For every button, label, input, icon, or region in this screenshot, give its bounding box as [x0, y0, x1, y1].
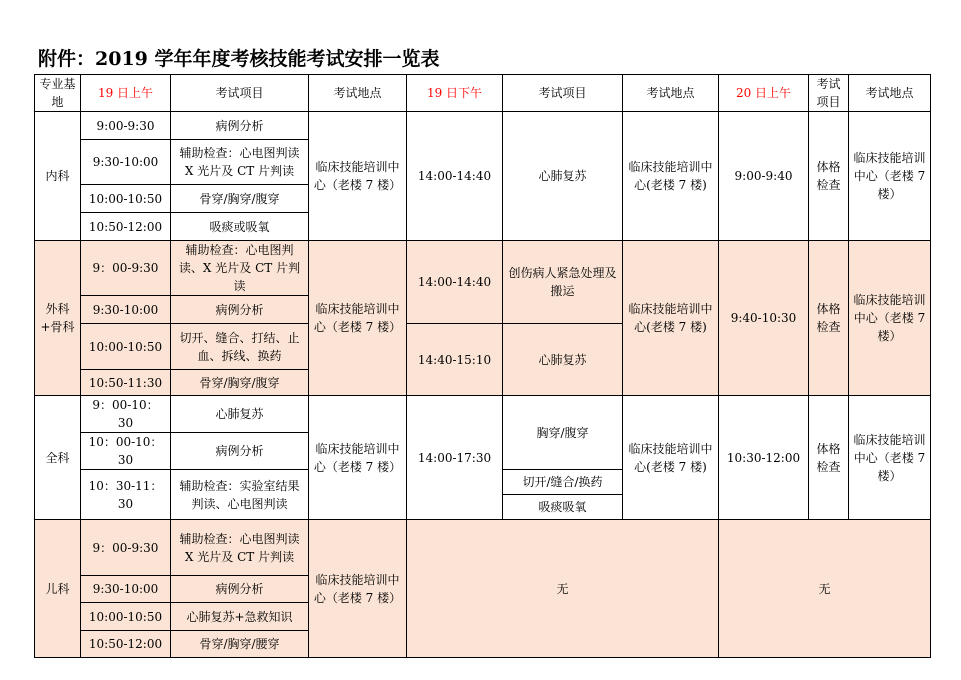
header-location-1: 考试地点 — [309, 75, 407, 112]
header-project-1: 考试项目 — [171, 75, 309, 112]
location-cell: 临床技能培训中心（老楼 7 楼） — [309, 241, 407, 396]
dept-neike: 内科 — [35, 112, 81, 241]
item-cell: 病例分析 — [171, 576, 309, 603]
d20-item-cell: 体格检查 — [809, 396, 849, 520]
time-cell: 10:50-12:00 — [81, 631, 171, 658]
item-cell: 骨穿/胸穿/腰穿 — [171, 631, 309, 658]
dept-quanke: 全科 — [35, 396, 81, 520]
table-row — [35, 520, 931, 576]
pm-item-split: 切开/缝合/换药 — [503, 470, 622, 495]
item-cell: 病例分析 — [171, 296, 309, 324]
time-cell: 10：30-11：30 — [81, 470, 171, 520]
d20-item-cell: 体格检查 — [809, 112, 849, 241]
pm-item-cell: 心肺复苏 — [503, 112, 623, 241]
item-cell: 心肺复苏 — [171, 396, 309, 433]
pm-time-cell: 14:00-14:40 — [407, 112, 503, 241]
header-location-3: 考试地点 — [849, 75, 931, 112]
pm-time-cell: 14:00-17:30 — [407, 396, 503, 520]
time-cell: 10:00-10:50 — [81, 185, 171, 213]
time-cell: 9:00-9:30 — [81, 112, 171, 140]
pm-time-cell: 14:40-15:10 — [407, 324, 503, 396]
time-cell: 9:30-10:00 — [81, 296, 171, 324]
dept-erke: 儿科 — [35, 520, 81, 658]
document-title: 附件：2019 学年年度考核技能考试安排一览表 — [38, 48, 440, 70]
item-cell: 骨穿/胸穿/腹穿 — [171, 185, 309, 213]
header-project-3: 考试项目 — [809, 75, 849, 112]
pm-item-split: 吸痰吸氧 — [538, 500, 587, 514]
item-cell: 辅助检查：心电图判读 X 光片及 CT 片判读 — [171, 140, 309, 185]
time-cell: 9:30-10:00 — [81, 140, 171, 185]
header-dept: 专业基地 — [35, 75, 81, 112]
d20-location-cell: 临床技能培训中心（老楼 7 楼） — [849, 241, 931, 396]
d20-none-cell: 无 — [719, 520, 931, 658]
pm-location-cell: 临床技能培训中心(老楼 7 楼) — [623, 112, 719, 241]
item-cell: 辅助检查：实验室结果判读、心电图判读 — [171, 470, 309, 520]
exam-schedule-table — [34, 74, 931, 658]
time-cell: 9：00-9:30 — [81, 520, 171, 576]
item-cell: 骨穿/胸穿/腹穿 — [171, 370, 309, 396]
header-20-am: 20 日上午 — [719, 75, 809, 112]
pm-item-cell: 心肺复苏 — [503, 324, 623, 396]
item-cell: 辅助检查：心电图判读 X 光片及 CT 片判读 — [171, 520, 309, 576]
table-row — [35, 241, 931, 296]
location-cell: 临床技能培训中心（老楼 7 楼） — [309, 112, 407, 241]
time-cell: 9：00-10：30 — [81, 396, 171, 433]
header-row — [35, 75, 931, 112]
time-cell: 10：00-10：30 — [81, 433, 171, 470]
pm-none-cell: 无 — [407, 520, 719, 658]
d20-time-cell: 9:00-9:40 — [719, 112, 809, 241]
table-row — [35, 112, 931, 140]
item-cell: 心肺复苏+急救知识 — [171, 603, 309, 631]
location-cell: 临床技能培训中心（老楼 7 楼） — [309, 520, 407, 658]
d20-time-cell: 9:40-10:30 — [719, 241, 809, 396]
time-cell: 10:00-10:50 — [81, 324, 171, 370]
pm-location-cell: 临床技能培训中心(老楼 7 楼) — [623, 396, 719, 520]
time-cell: 9:30-10:00 — [81, 576, 171, 603]
pm-item-cell: 创伤病人紧急处理及搬运 — [503, 241, 623, 324]
time-cell: 10:00-10:50 — [81, 603, 171, 631]
pm-location-cell: 临床技能培训中心(老楼 7 楼) — [623, 241, 719, 396]
dept-waike: 外科+骨科 — [35, 241, 81, 396]
table-row — [35, 396, 931, 433]
location-cell: 临床技能培训中心（老楼 7 楼） — [309, 396, 407, 520]
header-location-2: 考试地点 — [623, 75, 719, 112]
item-cell: 病例分析 — [171, 433, 309, 470]
time-cell: 9：00-9:30 — [81, 241, 171, 296]
d20-time-cell: 10:30-12:00 — [719, 396, 809, 520]
header-19-am: 19 日上午 — [81, 75, 171, 112]
item-cell: 吸痰或吸氧 — [171, 213, 309, 241]
d20-location-cell: 临床技能培训中心（老楼 7 楼） — [849, 396, 931, 520]
time-cell: 10:50-11:30 — [81, 370, 171, 396]
header-project-2: 考试项目 — [503, 75, 623, 112]
d20-item-cell: 体格检查 — [809, 241, 849, 396]
item-cell: 切开、缝合、打结、止血、拆线、换药 — [171, 324, 309, 370]
item-cell: 辅助检查：心电图判读、X 光片及 CT 片判读 — [171, 241, 309, 296]
pm-time-cell: 14:00-14:40 — [407, 241, 503, 324]
time-cell: 10:50-12:00 — [81, 213, 171, 241]
item-cell: 病例分析 — [171, 112, 309, 140]
pm-item-cell — [503, 470, 623, 520]
d20-location-cell: 临床技能培训中心（老楼 7 楼） — [849, 112, 931, 241]
pm-item-cell: 胸穿/腹穿 — [503, 396, 623, 470]
header-19-pm: 19 日下午 — [407, 75, 503, 112]
